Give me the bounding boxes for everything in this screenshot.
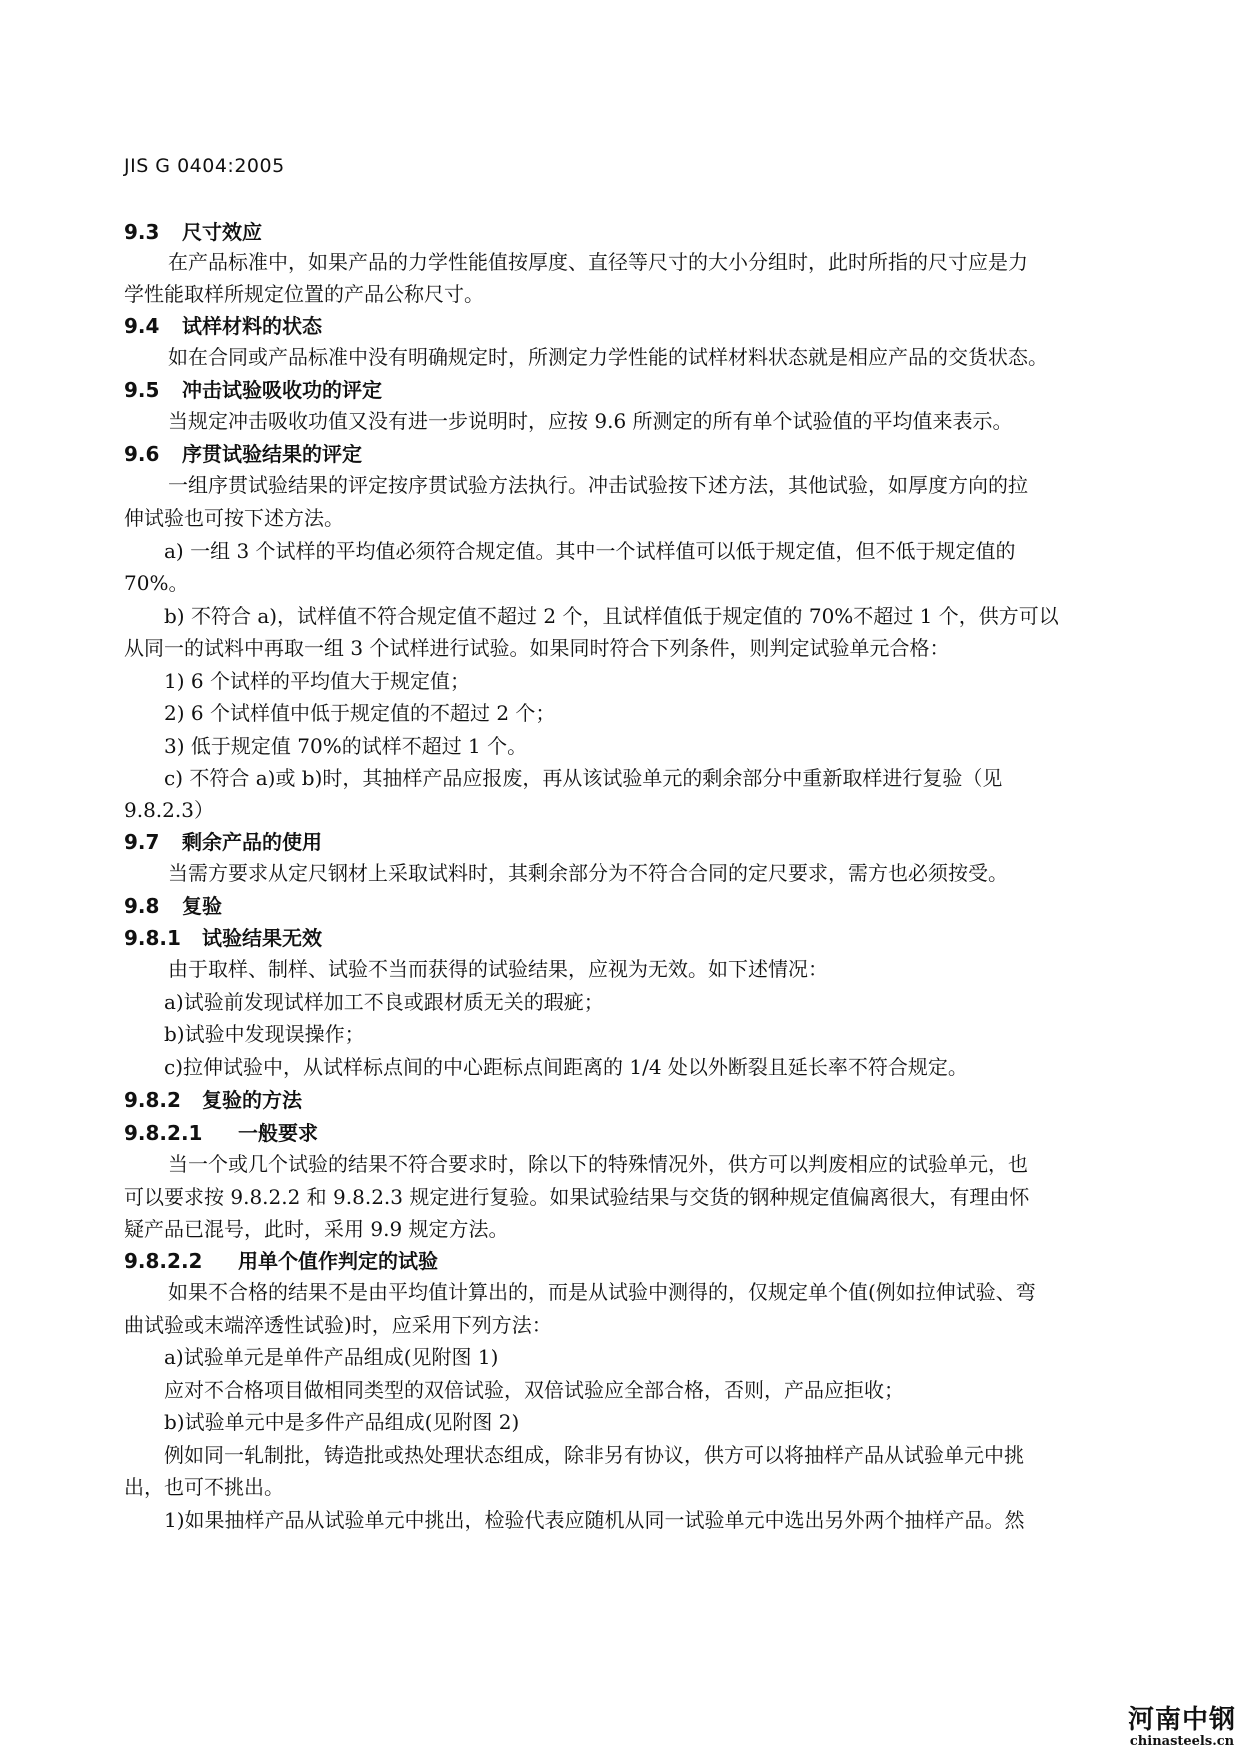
paragraph-line: 当一个或几个试验的结果不符合要求时，除以下的特殊情况外，供方可以判废相应的试验单元，也 [168, 1152, 1028, 1176]
section-heading-9-8-2: 9.8.2 复验的方法 [124, 1088, 302, 1112]
paragraph-line: 由于取样、制样、试验不当而获得的试验结果，应视为无效。如下述情况： [168, 957, 828, 981]
paragraph-line: 曲试验或末端淬透性试验)时，应采用下列方法： [124, 1313, 552, 1337]
list-item-a: a) 一组 3 个试样的平均值必须符合规定值。其中一个试样值可以低于规定值，但不低于规定值的 [164, 539, 1016, 563]
list-item-3: 3) 低于规定值 70%的试样不超过 1 个。 [164, 734, 528, 758]
paragraph-line: 当规定冲击吸收功值又没有进一步说明时，应按 9.6 所测定的所有单个试验值的平均值来表示。 [168, 409, 1013, 433]
list-item-1: 1) 6 个试样的平均值大于规定值； [164, 669, 470, 693]
paragraph-line: 一组序贯试验结果的评定按序贯试验方法执行。冲击试验按下述方法，其他试验，如厚度方向的拉 [168, 473, 1028, 497]
section-heading-9-8-2-1: 9.8.2.1 一般要求 [124, 1121, 318, 1145]
paragraph-line: 应对不合格项目做相同类型的双倍试验，双倍试验应全部合格，否则，产品应拒收； [164, 1378, 904, 1402]
list-item-b: b)试验单元中是多件产品组成(见附图 2) [164, 1410, 520, 1434]
paragraph-line: 疑产品已混号，此时，采用 9.9 规定方法。 [124, 1217, 509, 1241]
list-item-c: c)拉伸试验中，从试样标点间的中心距标点间距离的 1/4 处以外断裂且延长率不符合规定。 [164, 1055, 968, 1079]
paragraph-line: 如在合同或产品标准中没有明确规定时，所测定力学性能的试样材料状态就是相应产品的交货状态。 [168, 345, 1048, 369]
paragraph-line: 例如同一轧制批，铸造批或热处理状态组成，除非另有协议，供方可以将抽样产品从试验单元中挑 [164, 1443, 1024, 1467]
list-item-c: c) 不符合 a)或 b)时，其抽样产品应报废，再从该试验单元的剩余部分中重新取样进行复验（见 [164, 766, 1003, 790]
paragraph-line: 如果不合格的结果不是由平均值计算出的，而是从试验中测得的，仅规定单个值(例如拉伸试验、弯 [168, 1280, 1036, 1304]
list-item-a: a)试验前发现试样加工不良或跟材质无关的瑕疵； [164, 990, 604, 1014]
section-heading-9-8-2-2: 9.8.2.2 用单个值作判定的试验 [124, 1249, 438, 1273]
site-watermark [1128, 1707, 1236, 1748]
list-item-b: b)试验中发现误操作； [164, 1022, 365, 1046]
watermark-chinese: 河南中钢 [1127, 1705, 1236, 1735]
section-heading-9-3: 9.3 尺寸效应 [124, 220, 262, 244]
paragraph-line: 学性能取样所规定位置的产品公称尺寸。 [124, 282, 484, 306]
paragraph-line: 可以要求按 9.8.2.2 和 9.8.2.3 规定进行复验。如果试验结果与交货的钢种规定值偏离很大，有理由怀 [124, 1185, 1030, 1209]
paragraph-line: 70%。 [124, 571, 189, 595]
list-item-1: 1)如果抽样产品从试验单元中挑出，检验代表应随机从同一试验单元中选出另外两个抽样产品。然 [164, 1508, 1025, 1532]
section-heading-9-5: 9.5 冲击试验吸收功的评定 [124, 378, 382, 402]
list-item-2: 2) 6 个试样值中低于规定值的不超过 2 个； [164, 701, 556, 725]
section-heading-9-4: 9.4 试样材料的状态 [124, 314, 322, 338]
section-heading-9-8: 9.8 复验 [124, 894, 222, 918]
list-item-b: b) 不符合 a)，试样值不符合规定值不超过 2 个，且试样值低于规定值的 70%不超过 1 个，供方可以 [164, 604, 1059, 628]
section-heading-9-6: 9.6 序贯试验结果的评定 [124, 442, 362, 466]
paragraph-line: 从同一的试料中再取一组 3 个试样进行试验。如果同时符合下列条件，则判定试验单元合格： [124, 636, 950, 660]
section-heading-9-7: 9.7 剩余产品的使用 [124, 830, 322, 854]
paragraph-line: 出，也可不挑出。 [124, 1475, 284, 1499]
watermark-url: chinasteels.cn [1129, 1734, 1235, 1749]
paragraph-line: 在产品标准中，如果产品的力学性能值按厚度、直径等尺寸的大小分组时，此时所指的尺寸应是力 [168, 250, 1028, 274]
paragraph-line: 当需方要求从定尺钢材上采取试料时，其剩余部分为不符合合同的定尺要求，需方也必须按受。 [168, 861, 1008, 885]
paragraph-line: 9.8.2.3） [124, 798, 214, 822]
paragraph-line: 伸试验也可按下述方法。 [124, 506, 344, 530]
list-item-a: a)试验单元是单件产品组成(见附图 1) [164, 1345, 499, 1369]
section-heading-9-8-1: 9.8.1 试验结果无效 [124, 926, 322, 950]
document-code: JIS G 0404:2005 [124, 155, 285, 177]
